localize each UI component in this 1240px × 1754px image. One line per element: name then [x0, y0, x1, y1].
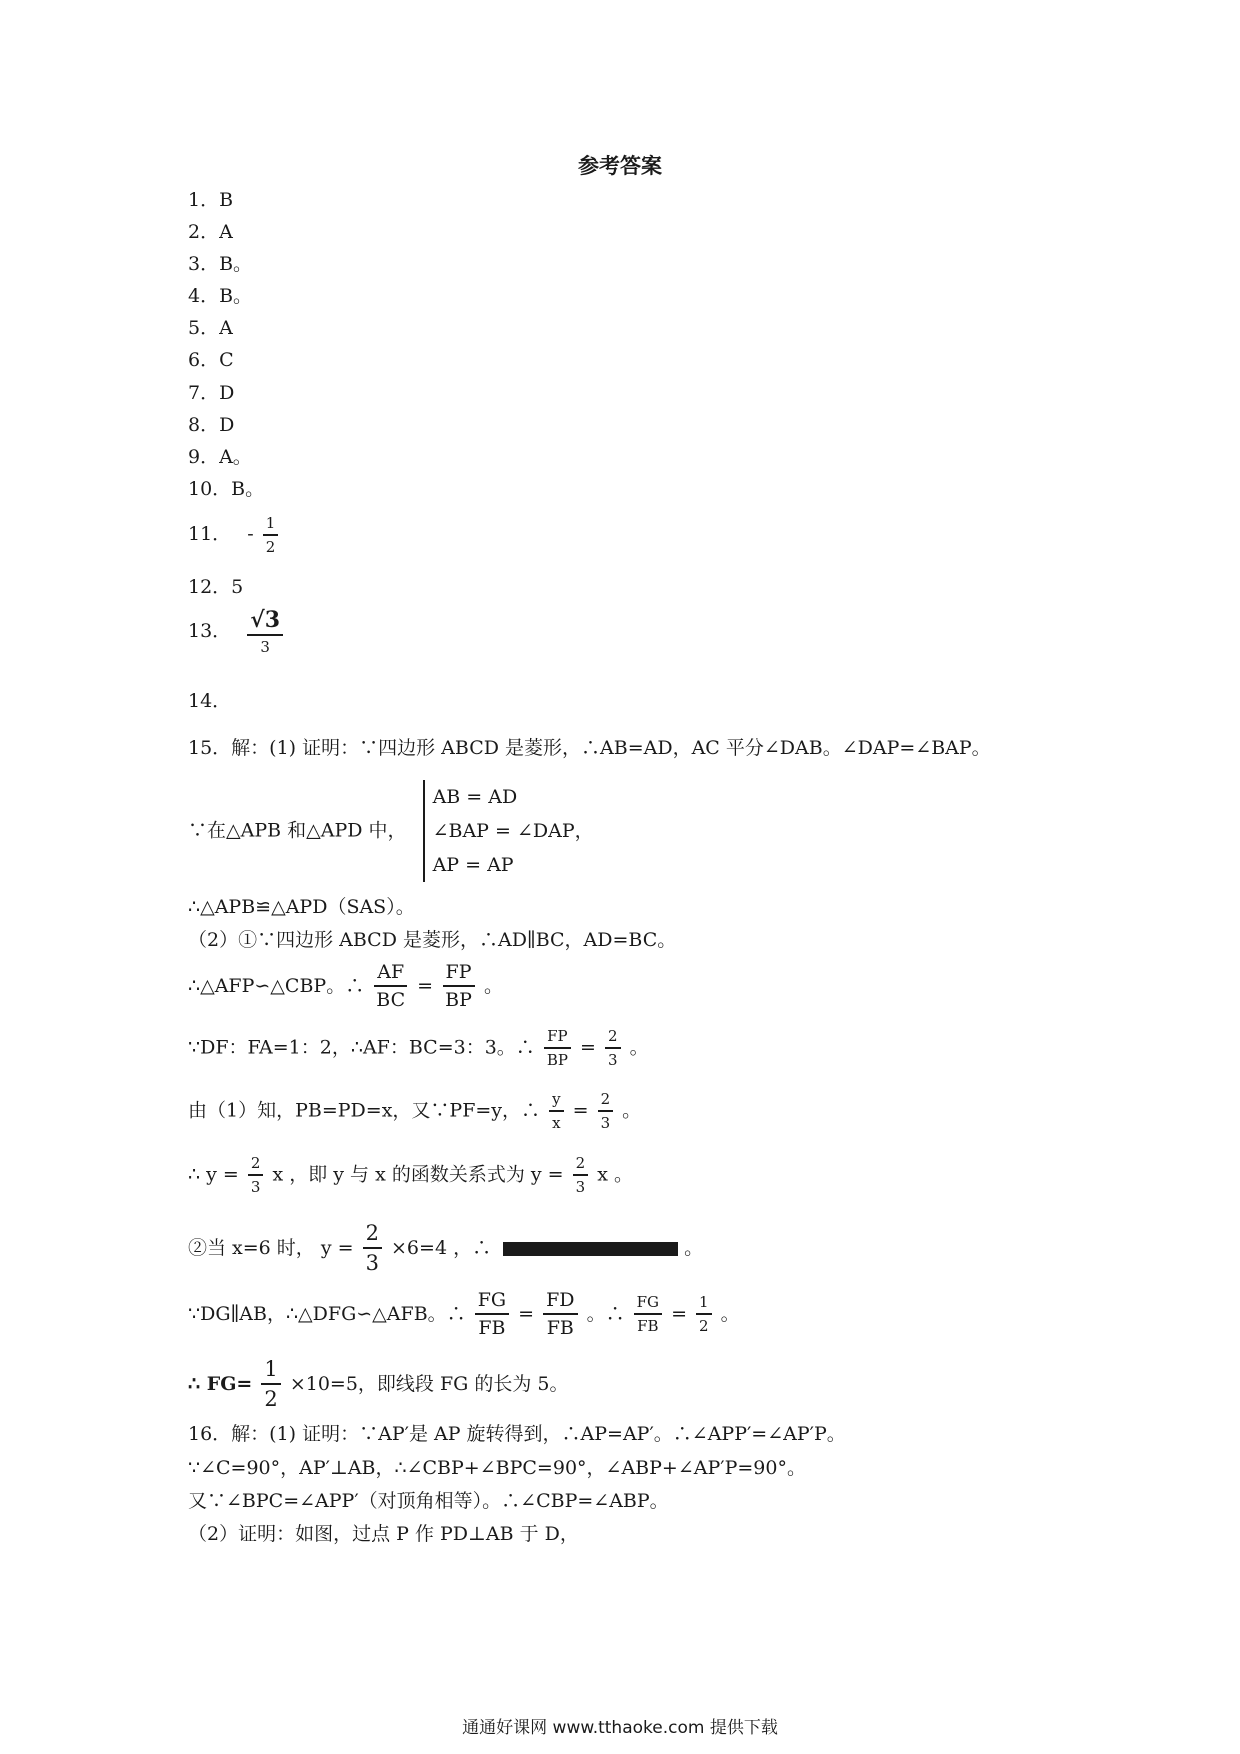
- answer-3: 3．B。: [188, 253, 253, 275]
- q15-line-2: [188, 780, 594, 882]
- q15-line-11-a: ∴ FG=: [188, 1373, 253, 1396]
- page-title: 参考答案: [578, 153, 662, 178]
- q15-line-2-text: ∵在△APB 和△APD 中，: [188, 819, 407, 842]
- fraction-af-bc: [373, 962, 408, 1011]
- fraction-fp-bp: [442, 962, 475, 1011]
- answer-11-fraction: [263, 515, 279, 555]
- fraction-denominator: 2: [699, 1316, 709, 1335]
- fraction-denominator: 3: [250, 1177, 261, 1196]
- answer-13-label: 13．: [188, 619, 232, 642]
- q16-line-1: 16．解：(1) 证明：∵AP′是 AP 旋转得到，∴AP=AP′。∴∠APP′=∠AP′P。: [188, 1423, 846, 1445]
- q15-line-8-b: x ，即 y 与 x 的函数关系式为 y =: [272, 1163, 564, 1186]
- fraction-numerator: y: [549, 1091, 563, 1112]
- system-eq-3: AP = AP: [432, 854, 514, 876]
- fraction-two-thirds: [598, 1091, 614, 1131]
- fraction-two-thirds: [363, 1222, 382, 1275]
- fraction-denominator: 3: [607, 1050, 618, 1069]
- q16-line-4: （2）证明：如图，过点 P 作 PD⊥AB 于 D，: [188, 1523, 579, 1545]
- q15-line-10: ∵DG∥AB，∴△DFG∽△AFB。∴ $\frac{FG}{FB}$ = $\frac{FD}{FB}$ 。∴ $\frac{FG}{FB}$ = $\frac{1}{2}$ 。: [188, 1289, 740, 1339]
- q15-line-3: ∴△APB≌△APD（SAS）。: [188, 896, 415, 918]
- q15-line-6-suffix: 。: [629, 1036, 649, 1059]
- fraction-fd-fb: [543, 1290, 577, 1339]
- fraction-numerator: FG: [634, 1294, 662, 1315]
- equation-system: [423, 780, 594, 882]
- answer-4: 4．B。: [188, 285, 253, 307]
- answer-9: 9．A。: [188, 446, 252, 468]
- fraction-denominator: 3: [365, 1251, 379, 1276]
- q15-line-11-b: ×10=5，即线段 FG 的长为 5。: [289, 1373, 569, 1396]
- fraction-denominator: FB: [637, 1316, 659, 1335]
- fraction-numerator: 1: [263, 515, 279, 536]
- q15-line-10-mid: 。∴: [586, 1302, 625, 1325]
- fraction-two-thirds: [605, 1028, 621, 1068]
- q15-line-8-a: ∴ y =: [188, 1163, 239, 1186]
- q15-line-8: [188, 1155, 633, 1195]
- fraction-fg-fb: [475, 1290, 509, 1339]
- q15-line-4: （2）①∵四边形 ABCD 是菱形，∴AD∥BC，AD=BC。: [188, 929, 677, 951]
- fraction-y-x: [549, 1091, 563, 1131]
- q15-line-10-suffix: 。: [720, 1302, 740, 1325]
- answer-12: 12．5: [188, 576, 244, 598]
- page-footer: 通通好课网 www.tthaoke.com 提供下载: [462, 1718, 778, 1738]
- fraction-numerator: 2: [573, 1155, 589, 1176]
- fraction-numerator: FD: [543, 1290, 577, 1315]
- fraction-denominator: FB: [546, 1316, 574, 1339]
- q15-line-9: [188, 1222, 703, 1275]
- answer-8: 8．D: [188, 414, 235, 436]
- answer-14: 14．: [188, 690, 232, 712]
- q15-line-7: 由（1）知，PB=PD=x，又∵PF=y，∴ $\frac{y}{x}$ = $\frac{2}{3}$ 。: [188, 1090, 642, 1132]
- fraction-one-half: [696, 1294, 712, 1334]
- answer-6: 6．C: [188, 349, 234, 371]
- fraction-denominator: 2: [264, 1387, 278, 1412]
- garbled-formula-image: [503, 1242, 678, 1256]
- fraction-numerator: √3: [247, 608, 283, 636]
- fraction-denominator: BP: [445, 988, 472, 1011]
- answer-5: 5．A: [188, 317, 233, 339]
- fraction-denominator: 3: [260, 638, 270, 657]
- fraction-numerator: AF: [374, 962, 407, 987]
- fraction-two-thirds: [573, 1155, 589, 1195]
- fraction-denominator: 2: [265, 537, 276, 556]
- fraction-numerator: 1: [696, 1294, 712, 1315]
- q15-line-6-text: ∵DF：FA=1：2，∴AF：BC=3：3。∴: [188, 1036, 535, 1059]
- fraction-fp-bp-small: [544, 1028, 571, 1068]
- fraction-denominator: x: [552, 1113, 561, 1132]
- q15-line-7-text: 由（1）知，PB=PD=x，又∵PF=y，∴: [188, 1099, 541, 1122]
- q15-line-10-text: ∵DG∥AB，∴△DFG∽△AFB。∴: [188, 1302, 466, 1325]
- q15-line-9-b: ×6=4 ，∴: [391, 1237, 492, 1260]
- fraction-numerator: FP: [544, 1028, 571, 1049]
- system-eq-2: ∠BAP = ∠DAP，: [432, 820, 594, 842]
- q15-line-1: 15．解：(1) 证明：∵四边形 ABCD 是菱形，∴AB=AD，AC 平分∠DAB。∠DAP=∠BAP。: [188, 737, 991, 759]
- fraction-fg-fb-small: [634, 1294, 662, 1334]
- q15-line-5: ∴△AFP∽△CBP。∴ $\frac{AF}{BC}$ = $\frac{FP}{BP}$ 。: [188, 961, 503, 1011]
- fraction-denominator: BC: [376, 988, 406, 1011]
- answer-11-label: 11．: [188, 523, 232, 545]
- fraction-two-thirds: [248, 1155, 264, 1195]
- q15-line-6: ∵DF：FA=1：2，∴AF：BC=3：3。∴ $\frac{FP}{BP}$ = $\frac{2}{3}$ 。: [188, 1027, 649, 1069]
- fraction-denominator: BP: [546, 1050, 568, 1069]
- answer-1: 1．B: [188, 189, 234, 211]
- fraction-denominator: 3: [600, 1113, 611, 1132]
- fraction-numerator: 2: [248, 1155, 264, 1176]
- q16-line-3: 又∵∠BPC=∠APP′（对顶角相等）。∴∠CBP=∠ABP。: [188, 1490, 669, 1512]
- fraction-numerator: FG: [475, 1290, 509, 1315]
- answer-7: 7．D: [188, 382, 235, 404]
- fraction-numerator: 2: [605, 1028, 621, 1049]
- system-eq-1: AB = AD: [432, 786, 518, 808]
- answer-13: [188, 608, 286, 656]
- answer-10: 10．B。: [188, 478, 265, 500]
- q16-line-2: ∵∠C=90°，AP′⊥AB，∴∠CBP+∠BPC=90°，∠ABP+∠AP′P=90°。: [188, 1457, 806, 1479]
- answer-2: 2．A: [188, 221, 233, 243]
- q15-line-9-a: ②当 x=6 时， y =: [188, 1237, 354, 1260]
- answer-11-sign: -: [247, 523, 254, 545]
- fraction-denominator: FB: [478, 1316, 506, 1339]
- fraction-numerator: 2: [363, 1222, 382, 1249]
- fraction-numerator: 2: [598, 1091, 614, 1112]
- q15-line-8-c: x 。: [597, 1163, 633, 1186]
- q15-line-11: [188, 1358, 569, 1411]
- fraction-numerator: 1: [261, 1358, 280, 1385]
- answer-13-fraction: [247, 608, 283, 656]
- q15-line-7-suffix: 。: [622, 1099, 642, 1122]
- fraction-numerator: FP: [443, 962, 475, 987]
- q15-line-9-c: 。: [684, 1237, 704, 1260]
- fraction-denominator: 3: [575, 1177, 586, 1196]
- fraction-one-half: [261, 1358, 280, 1411]
- q15-line-5-suffix: 。: [483, 974, 503, 997]
- q15-line-5-text: ∴△AFP∽△CBP。∴: [188, 974, 365, 997]
- answer-11: [188, 515, 281, 555]
